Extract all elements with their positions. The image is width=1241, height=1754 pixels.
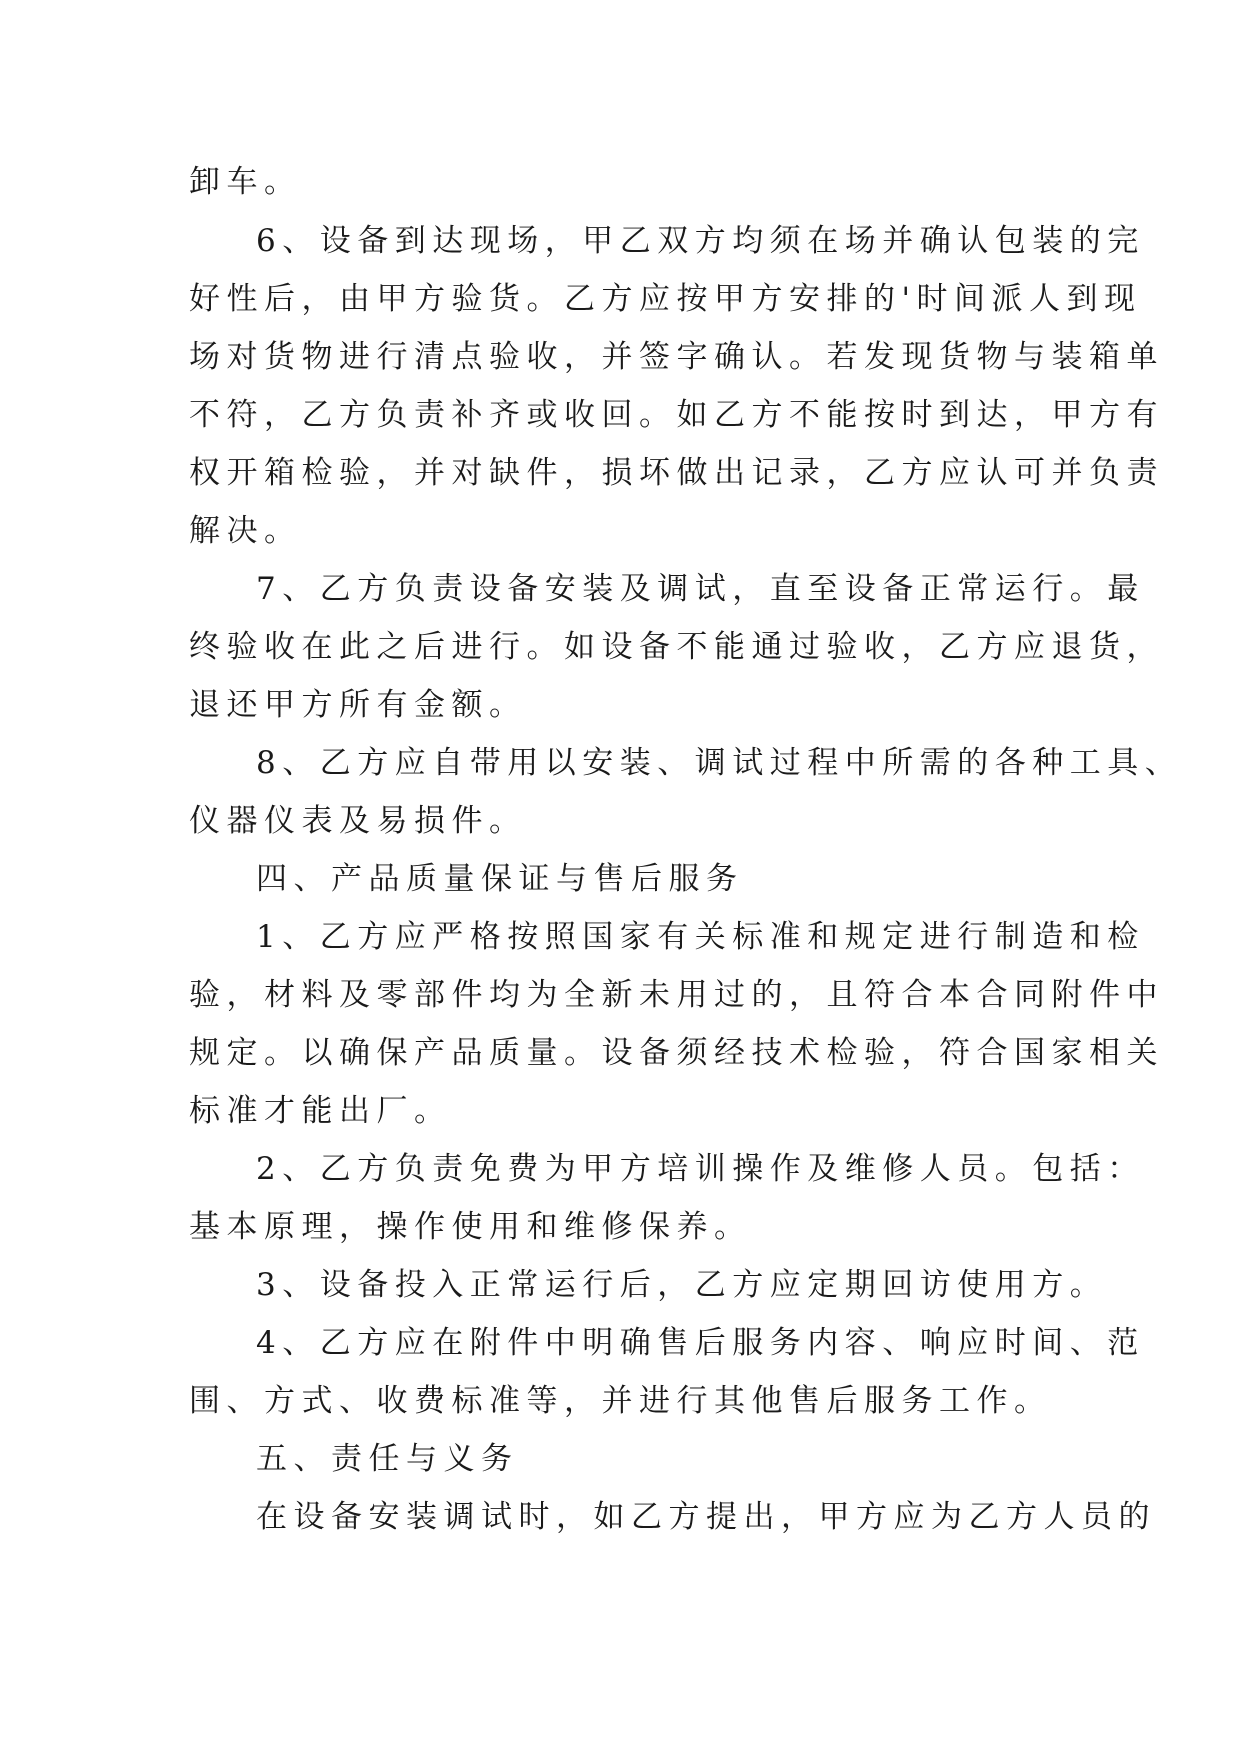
text-line: 规定。以确保产品质量。设备须经技术检验，符合国家相关 bbox=[189, 1035, 1164, 1071]
text-line: 标准才能出厂。 bbox=[189, 1093, 452, 1129]
text-line: 基本原理，操作使用和维修保养。 bbox=[189, 1209, 752, 1245]
text-line: 场对货物进行清点验收，并签字确认。若发现货物与装箱单 bbox=[189, 339, 1164, 375]
text-line: 终验收在此之后进行。如设备不能通过验收，乙方应退货， bbox=[189, 629, 1164, 665]
section-heading: 四、产品质量保证与售后服务 bbox=[256, 861, 744, 897]
text-line: 解决。 bbox=[189, 513, 302, 549]
text-line: 验，材料及零部件均为全新未用过的，且符合本合同附件中 bbox=[189, 977, 1164, 1013]
text-line: 卸车。 bbox=[189, 164, 302, 200]
text-line: 好性后，由甲方验货。乙方应按甲方安排的'时间派人到现 bbox=[189, 281, 1142, 317]
text-line: 8、乙方应自带用以安装、调试过程中所需的各种工具、 bbox=[256, 745, 1183, 781]
text-line: 1、乙方应严格按照国家有关标准和规定进行制造和检 bbox=[256, 919, 1145, 955]
text-line: 退还甲方所有金额。 bbox=[189, 687, 527, 723]
section-heading: 五、责任与义务 bbox=[256, 1441, 519, 1477]
text-line: 6、设备到达现场，甲乙双方均须在场并确认包装的完 bbox=[256, 223, 1145, 259]
text-line: 围、方式、收费标准等，并进行其他售后服务工作。 bbox=[189, 1383, 1052, 1419]
text-line: 7、乙方负责设备安装及调试，直至设备正常运行。最 bbox=[256, 571, 1145, 607]
text-line: 2、乙方负责免费为甲方培训操作及维修人员。包括： bbox=[256, 1151, 1145, 1187]
text-line: 3、设备投入正常运行后，乙方应定期回访使用方。 bbox=[256, 1267, 1108, 1303]
text-line: 仪器仪表及易损件。 bbox=[189, 803, 527, 839]
text-line: 4、乙方应在附件中明确售后服务内容、响应时间、范 bbox=[256, 1325, 1145, 1361]
text-line: 在设备安装调试时，如乙方提出，甲方应为乙方人员的 bbox=[256, 1499, 1156, 1535]
text-line: 权开箱检验，并对缺件，损坏做出记录，乙方应认可并负责 bbox=[189, 455, 1164, 491]
text-line: 不符，乙方负责补齐或收回。如乙方不能按时到达，甲方有 bbox=[189, 397, 1164, 433]
